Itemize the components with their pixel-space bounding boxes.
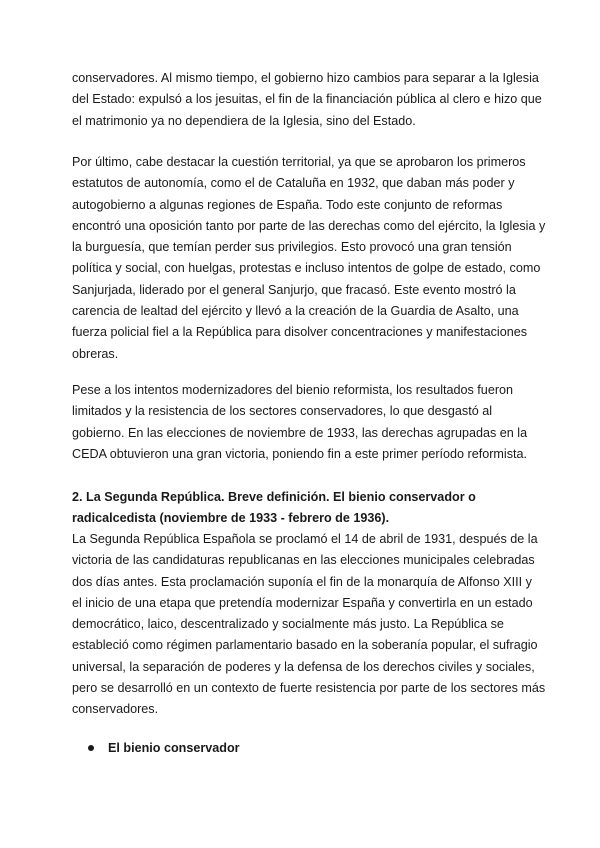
text-line: estatutos de autonomía, como el de Cataluña en 1932, que daban más poder y xyxy=(72,176,515,191)
text-line: Por último, cabe destacar la cuestión territorial, ya que se aprobaron los primeros xyxy=(72,155,526,169)
text-line: política y social, con huelgas, protestas e incluso intentos de golpe de estado, como xyxy=(72,261,541,276)
bullet-label: El bienio conservador xyxy=(108,741,240,755)
text-line: pero se desarrolló en un contexto de fuerte resistencia por parte de los sectores más xyxy=(72,681,546,696)
text-line: Sanjurjada, liderado por el general Sanjurjo, que fracasó. Este evento mostró la xyxy=(72,282,516,297)
text-line: autogobierno a algunas regiones de España. Todo este conjunto de reformas xyxy=(72,197,503,212)
text-line: carencia de lealtad del ejército y llevó a la creación de la Guardia de Asalto, una xyxy=(72,304,519,319)
text-line: CEDA obtuvieron una gran victoria, poniendo fin a este primer período reformista. xyxy=(72,446,528,461)
paragraph-church-state xyxy=(72,68,542,132)
heading-line: 2. La Segunda República. Breve definición. El bienio conservador o xyxy=(72,490,476,504)
text-line: el matrimonio ya no dependiera de la Iglesia, sino del Estado. xyxy=(72,113,416,128)
heading-line: radicalcedista (noviembre de 1933 - febrero de 1936). xyxy=(72,511,390,526)
text-line: el inicio de una etapa que pretendía modernizar España y convertirla en un estado xyxy=(72,595,533,610)
text-line: democrático, laico, descentralizado y socialmente más justo. La República se xyxy=(72,617,504,632)
text-line: Pese a los intentos modernizadores del bienio reformista, los resultados fueron xyxy=(72,383,514,397)
text-line: conservadores. xyxy=(72,702,159,717)
text-line: limitados y la resistencia de los sectores conservadores, lo que desgastó al xyxy=(72,404,493,419)
text-line: la burguesía, que temían perder sus privilegios. Esto provocó una gran tensión xyxy=(72,240,512,255)
text-line: victoria de las candidaturas republicanas en las elecciones municipales celebradas xyxy=(72,553,535,568)
text-line: universal, la separación de poderes y la defensa de los derechos civiles y sociales, xyxy=(72,659,535,674)
paragraph-territorial-question xyxy=(72,152,546,365)
text-line: del Estado: expulsó a los jesuitas, el fin de la financiación pública al clero e hizo que xyxy=(72,92,542,107)
section-heading xyxy=(72,487,534,530)
text-line: encontró una oposición tanto por parte de las derechas como del ejército, la Iglesia y xyxy=(72,218,546,233)
bullet-dot-icon xyxy=(88,745,94,751)
paragraph-reformist-results xyxy=(72,380,534,465)
text-line: obreras. xyxy=(72,346,119,361)
text-line: fuerza policial fiel a la República para disolver concentraciones y manifestaciones xyxy=(72,325,528,340)
text-line: dos días antes. Esta proclamación suponía el fin de la monarquía de Alfonso XIII y xyxy=(72,574,532,589)
text-line: estableció como régimen parlamentario basado en la soberanía popular, el sufragio xyxy=(72,638,538,653)
bullet-item xyxy=(88,738,240,759)
text-line: gobierno. En las elecciones de noviembre de 1933, las derechas agrupadas en la xyxy=(72,425,528,440)
paragraph-second-republic xyxy=(72,529,546,721)
text-line: La Segunda República Española se proclamó el 14 de abril de 1931, después de la xyxy=(72,532,538,546)
text-line: conservadores. Al mismo tiempo, el gobierno hizo cambios para separar a la Iglesia xyxy=(72,71,539,85)
